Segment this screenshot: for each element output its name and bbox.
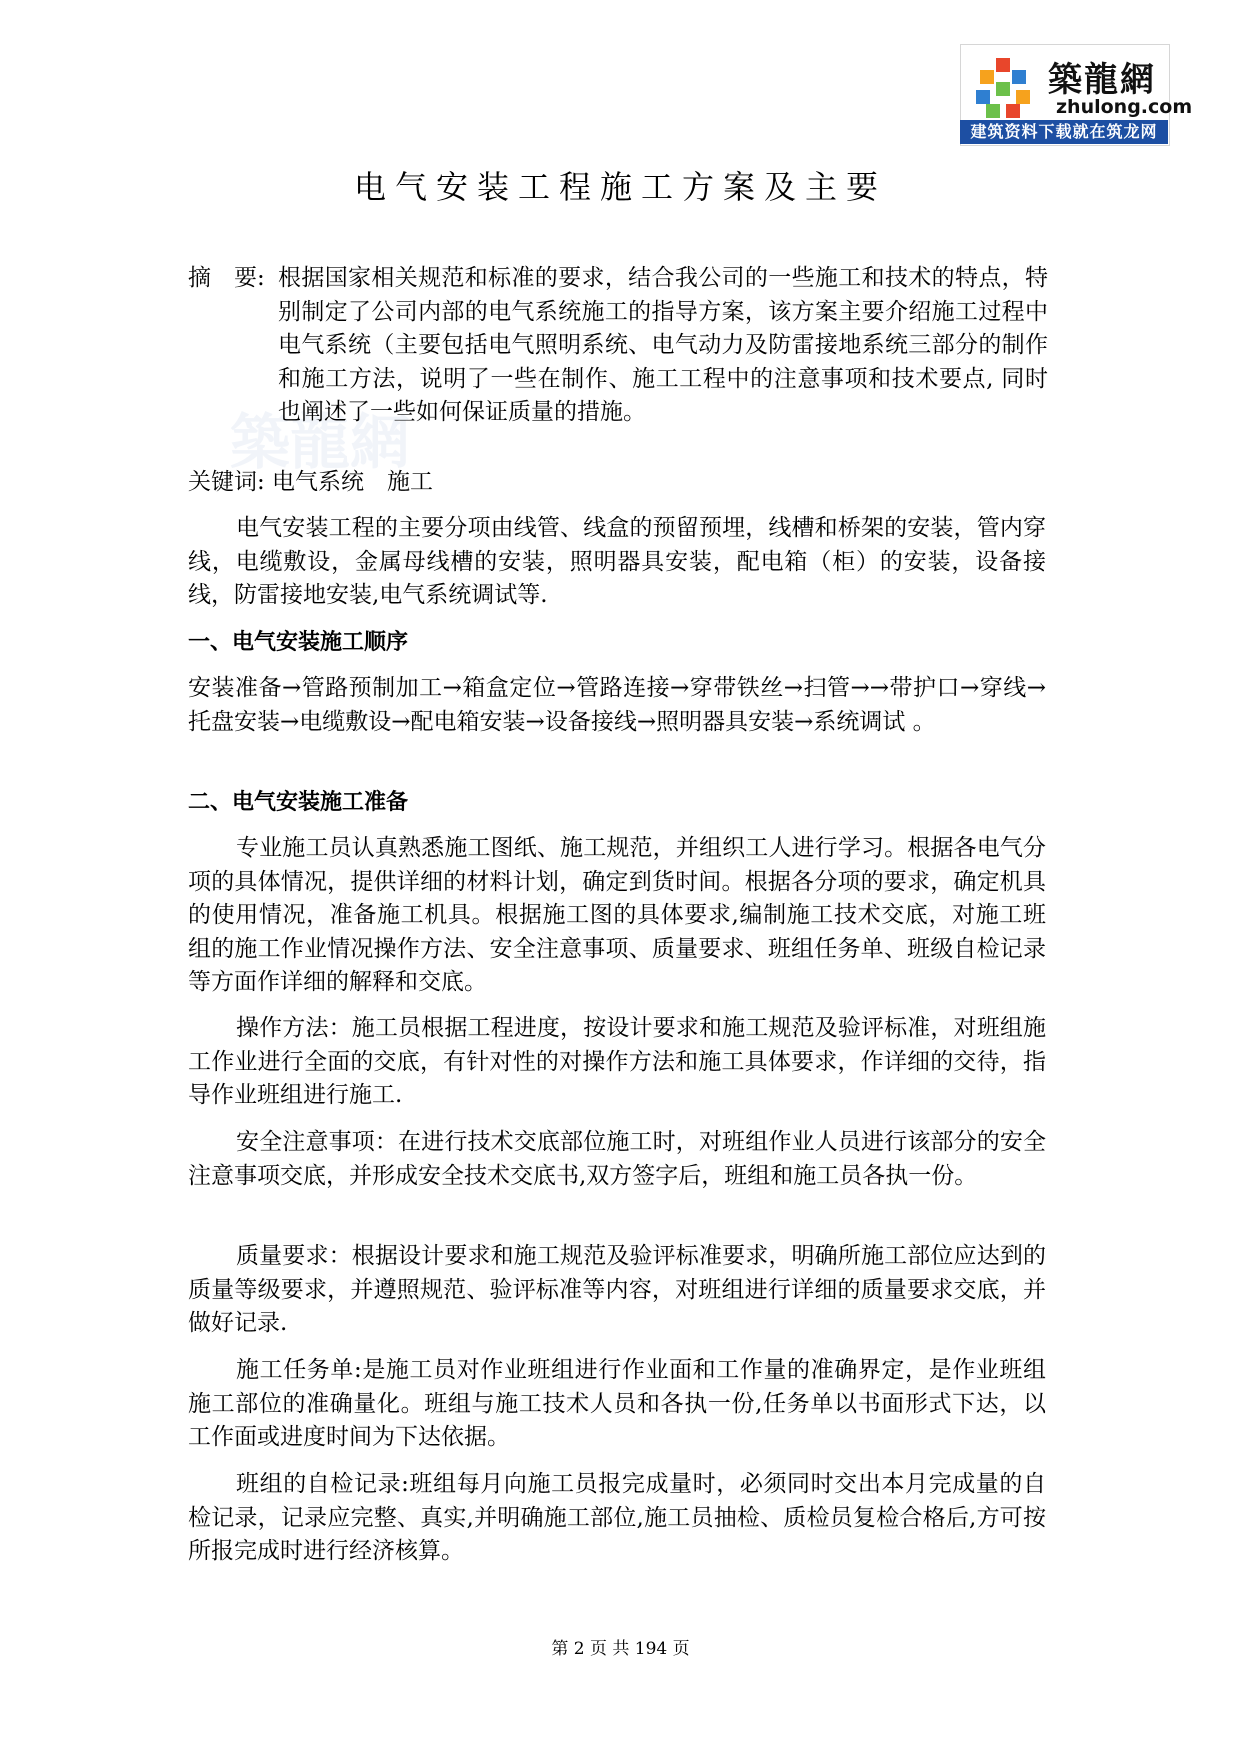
- keywords-text: 电气系统 施工: [272, 469, 433, 495]
- watermark: 築龍網: [230, 408, 410, 478]
- intro-paragraph: 电气安装工程的主要分项由线管、线盒的预留预埋，线槽和桥架的安装，管内穿线，电缆敷设，金属母线槽的安装，照明器具安装，配电箱（柜）的安装，设备接线，防雷接地安装,电气系统调试等.: [188, 515, 1046, 608]
- section-2-paragraph: 班组的自检记录:班组每月向施工员报完成量时，必须同时交出本月完成量的自检记录，记录应完整、真实,并明确施工部位,施工员抽检、质检员复检合格后,方可按所报完成时进行经济核算。: [188, 1471, 1046, 1564]
- logo-tagline: 建筑资料下载就在筑龙网: [960, 120, 1168, 144]
- logo-domain: zhulong.com: [1056, 96, 1193, 118]
- document-title: 电气安装工程施工方案及主要: [353, 168, 887, 206]
- logo-mark-icon: [970, 56, 1038, 124]
- abstract-text: 根据国家相关规范和标准的要求，结合我公司的一些施工和技术的特点，特别制定了公司内部的电气系统施工的指导方案，该方案主要介绍施工过程中电气系统（主要包括电气照明系统、电气动力及防雷接地系统三部分的制作和施工方法，说明了一些在制作、施工工程中的注意事项和技术要点, 同时也阐述了一些如何保证质量的措施。: [278, 265, 1048, 425]
- keywords-label: 关键词:: [188, 469, 265, 495]
- section-2-paragraph: 操作方法：施工员根据工程进度，按设计要求和施工规范及验评标准，对班组施工作业进行全面的交底，有针对性的对操作方法和施工具体要求，作详细的交待，指导作业班组进行施工.: [188, 1015, 1046, 1108]
- section-2-paragraph: 安全注意事项：在进行技术交底部位施工时，对班组作业人员进行该部分的安全注意事项交底，并形成安全技术交底书,双方签字后，班组和施工员各执一份。: [188, 1129, 1046, 1189]
- section-2-heading: 二、电气安装施工准备: [188, 790, 409, 815]
- section-1-text: 安装准备→管路预制加工→箱盒定位→管路连接→穿带铁丝→扫管→→带护口→穿线→托盘安装→电缆敷设→配电箱安装→设备接线→照明器具安装→系统调试 。: [188, 675, 1046, 735]
- section-2-paragraph: 质量要求：根据设计要求和施工规范及验评标准要求，明确所施工部位应达到的质量等级要求，并遵照规范、验评标准等内容，对班组进行详细的质量要求交底，并做好记录.: [188, 1243, 1046, 1336]
- zhulong-logo: [960, 44, 1193, 146]
- section-2-paragraph: 施工任务单:是施工员对作业班组进行作业面和工作量的准确界定，是作业班组施工部位的准确量化。班组与施工技术人员和各执一份,任务单以书面形式下达，以工作面或进度时间为下达依据。: [188, 1357, 1046, 1450]
- page-number-footer: 第 2 页 共 194 页: [551, 1639, 690, 1659]
- abstract-label: 摘 要:: [188, 265, 265, 291]
- logo-chinese-name: 築龍網: [1048, 60, 1156, 100]
- section-1-heading: 一、电气安装施工顺序: [188, 630, 409, 655]
- section-2-paragraph: 专业施工员认真熟悉施工图纸、施工规范，并组织工人进行学习。根据各电气分项的具体情况，提供详细的材料计划，确定到货时间。根据各分项的要求，确定机具的使用情况，准备施工机具。根据施工图的具体要求,编制施工技术交底，对施工班组的施工作业情况操作方法、安全注意事项、质量要求、班组任务单、班级自检记录等方面作详细的解释和交底。: [188, 835, 1046, 995]
